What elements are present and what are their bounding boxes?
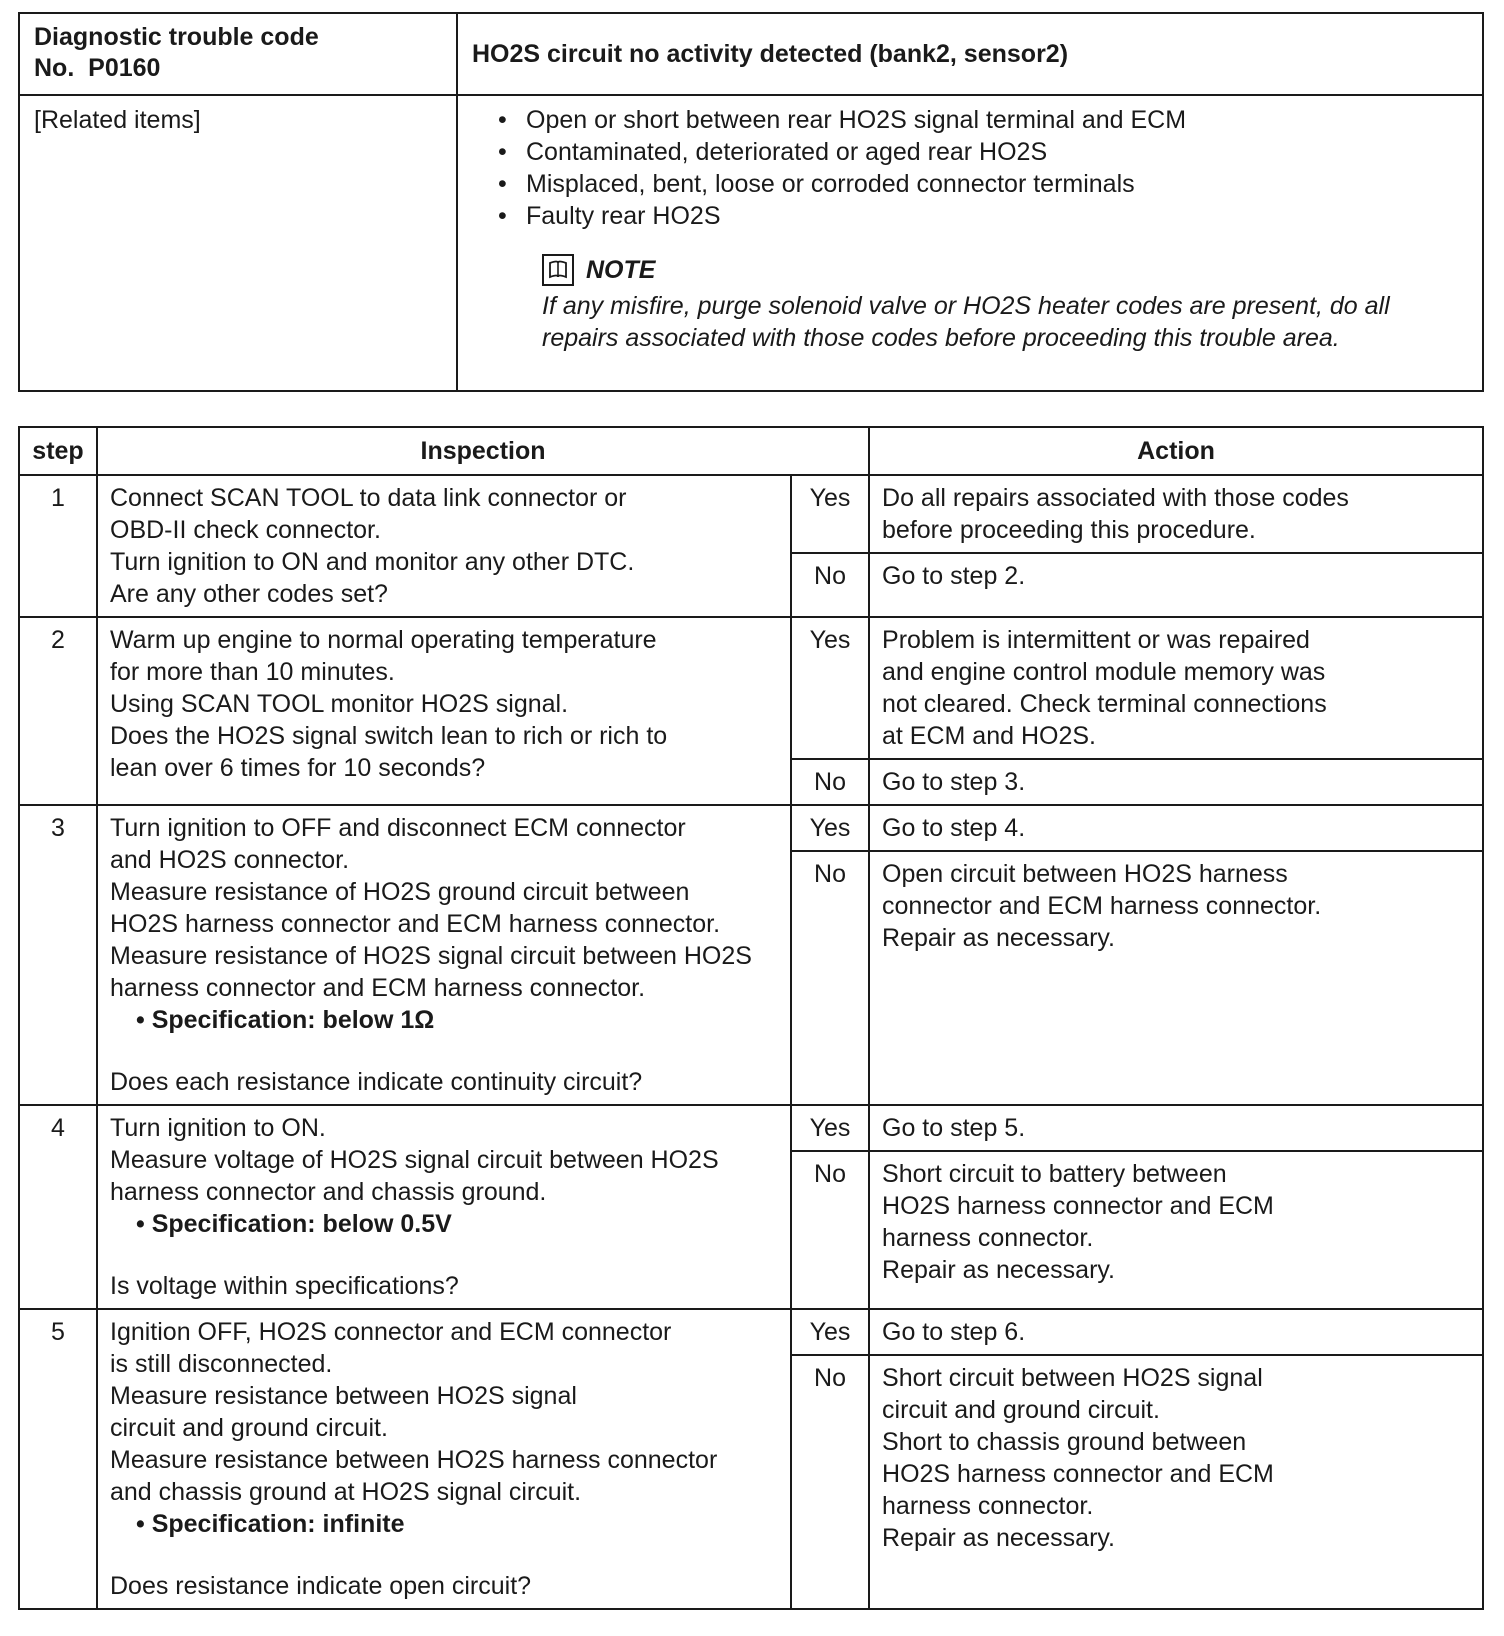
step-inspection: [97, 617, 791, 805]
note-text: If any misfire, purge solenoid valve or HO2S heater codes are present, do all repairs associated with those codes before proceeding this trouble area.: [542, 292, 1390, 352]
inspection-line: Warm up engine to normal operating temperature: [110, 626, 657, 654]
answer-no: No: [791, 1355, 869, 1609]
dtc-code-label: Diagnostic trouble code: [34, 23, 319, 51]
action-line: Go to step 4.: [882, 814, 1026, 842]
specification: • Specification: infinite: [136, 1510, 405, 1538]
column-header-step: step: [19, 427, 97, 475]
specification: • Specification: below 0.5V: [136, 1210, 452, 1238]
answer-yes: Yes: [791, 617, 869, 759]
step-inspection: [97, 475, 791, 617]
action-line: Repair as necessary.: [882, 1256, 1115, 1284]
action-line: Go to step 5.: [882, 1114, 1026, 1142]
step-row-4-yes: [19, 1105, 1483, 1151]
inspection-line: Measure resistance between HO2S harness connector: [110, 1446, 718, 1474]
action-yes: [869, 1309, 1483, 1355]
inspection-question: Does resistance indicate open circuit?: [110, 1572, 532, 1600]
note-heading: [542, 254, 1468, 286]
inspection-line: Connect SCAN TOOL to data link connector or: [110, 484, 627, 512]
action-line: circuit and ground circuit.: [882, 1396, 1160, 1424]
action-line: Short circuit between HO2S signal: [882, 1364, 1263, 1392]
related-items-list: [472, 104, 1468, 232]
answer-no: No: [791, 851, 869, 1105]
inspection-line: Ignition OFF, HO2S connector and ECM connector: [110, 1318, 672, 1346]
action-line: Go to step 3.: [882, 768, 1026, 796]
action-line: Repair as necessary.: [882, 924, 1115, 952]
action-yes: [869, 1105, 1483, 1151]
action-line: connector and ECM harness connector.: [882, 892, 1322, 920]
column-header-action: Action: [869, 427, 1483, 475]
answer-yes: Yes: [791, 1309, 869, 1355]
action-line: harness connector.: [882, 1224, 1094, 1252]
column-header-inspection: Inspection: [97, 427, 869, 475]
dtc-code-cell: [19, 13, 457, 95]
inspection-line: is still disconnected.: [110, 1350, 333, 1378]
inspection-line: Turn ignition to ON.: [110, 1114, 326, 1142]
action-line: before proceeding this procedure.: [882, 516, 1256, 544]
inspection-line: Turn ignition to OFF and disconnect ECM connector: [110, 814, 686, 842]
inspection-line: harness connector and ECM harness connector.: [110, 974, 646, 1002]
related-item: • Faulty rear HO2S: [498, 200, 1468, 232]
action-line: not cleared. Check terminal connections: [882, 690, 1327, 718]
related-item: • Contaminated, deteriorated or aged rear HO2S: [498, 136, 1468, 168]
answer-yes: Yes: [791, 1105, 869, 1151]
step-number: 3: [19, 805, 97, 1105]
inspection-question: Does each resistance indicate continuity circuit?: [110, 1068, 643, 1096]
inspection-line: lean over 6 times for 10 seconds?: [110, 754, 486, 782]
action-yes: [869, 475, 1483, 553]
spacer: [110, 1540, 782, 1570]
inspection-line: HO2S harness connector and ECM harness connector.: [110, 910, 721, 938]
step-row-3-yes: [19, 805, 1483, 851]
related-item: • Open or short between rear HO2S signal terminal and ECM: [498, 104, 1468, 136]
action-no: [869, 1151, 1483, 1309]
step-row-1-yes: [19, 475, 1483, 553]
note-book-icon: [542, 254, 574, 286]
inspection-line: harness connector and chassis ground.: [110, 1178, 547, 1206]
action-line: Open circuit between HO2S harness: [882, 860, 1288, 888]
inspection-line: Using SCAN TOOL monitor HO2S signal.: [110, 690, 569, 718]
note-book-icon-svg: [547, 259, 569, 281]
action-no: [869, 759, 1483, 805]
related-items-cell: [457, 95, 1483, 391]
inspection-question: Is voltage within specifications?: [110, 1272, 459, 1300]
action-line: Repair as necessary.: [882, 1524, 1115, 1552]
action-line: at ECM and HO2S.: [882, 722, 1096, 750]
inspection-line: Measure resistance between HO2S signal: [110, 1382, 577, 1410]
step-number: 5: [19, 1309, 97, 1609]
note-label: NOTE: [586, 256, 656, 284]
action-line: and engine control module memory was: [882, 658, 1326, 686]
action-line: Do all repairs associated with those codes: [882, 484, 1349, 512]
step-row-5-yes: [19, 1309, 1483, 1355]
action-yes: [869, 805, 1483, 851]
step-inspection: [97, 1105, 791, 1309]
related-item: • Misplaced, bent, loose or corroded connector terminals: [498, 168, 1468, 200]
action-no: [869, 1355, 1483, 1609]
inspection-line: Measure resistance of HO2S ground circuit between: [110, 878, 690, 906]
step-inspection: [97, 1309, 791, 1609]
inspection-line: Measure voltage of HO2S signal circuit between HO2S: [110, 1146, 719, 1174]
action-line: Go to step 2.: [882, 562, 1026, 590]
answer-yes: Yes: [791, 805, 869, 851]
action-line: HO2S harness connector and ECM: [882, 1460, 1274, 1488]
steps-header-row: [19, 427, 1483, 475]
action-line: HO2S harness connector and ECM: [882, 1192, 1274, 1220]
answer-no: No: [791, 759, 869, 805]
inspection-line: and HO2S connector.: [110, 846, 350, 874]
inspection-line: OBD-II check connector.: [110, 516, 381, 544]
inspection-line: Does the HO2S signal switch lean to rich or rich to: [110, 722, 668, 750]
answer-yes: Yes: [791, 475, 869, 553]
spacer: [110, 1036, 782, 1066]
inspection-line: circuit and ground circuit.: [110, 1414, 388, 1442]
action-no: [869, 553, 1483, 617]
action-yes: [869, 617, 1483, 759]
inspection-line: Are any other codes set?: [110, 580, 388, 608]
action-line: Short to chassis ground between: [882, 1428, 1247, 1456]
related-items-label: [Related items]: [19, 95, 457, 391]
dtc-code-number: No. P0160: [34, 54, 161, 82]
dtc-title: HO2S circuit no activity detected (bank2, sensor2): [457, 13, 1483, 95]
step-number: 4: [19, 1105, 97, 1309]
specification: • Specification: below 1Ω: [136, 1006, 435, 1034]
dtc-header-table: [18, 12, 1484, 392]
step-number: 2: [19, 617, 97, 805]
inspection-line: for more than 10 minutes.: [110, 658, 395, 686]
action-line: Problem is intermittent or was repaired: [882, 626, 1310, 654]
inspection-line: Turn ignition to ON and monitor any other DTC.: [110, 548, 635, 576]
action-line: Go to step 6.: [882, 1318, 1026, 1346]
step-number: 1: [19, 475, 97, 617]
action-line: harness connector.: [882, 1492, 1094, 1520]
action-no: [869, 851, 1483, 1105]
diagnostic-steps-table: [18, 426, 1484, 1610]
inspection-line: and chassis ground at HO2S signal circuit.: [110, 1478, 582, 1506]
spacer: [110, 1240, 782, 1270]
step-row-2-yes: [19, 617, 1483, 759]
answer-no: No: [791, 553, 869, 617]
step-inspection: [97, 805, 791, 1105]
action-line: Short circuit to battery between: [882, 1160, 1227, 1188]
inspection-line: Measure resistance of HO2S signal circuit between HO2S: [110, 942, 752, 970]
answer-no: No: [791, 1151, 869, 1309]
